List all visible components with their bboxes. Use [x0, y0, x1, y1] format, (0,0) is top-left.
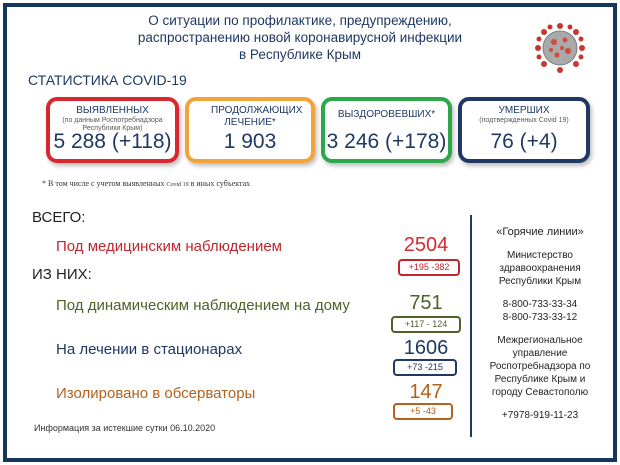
card-sub: (по данным Роспотребнадзора Республики Крым)	[62, 117, 163, 132]
card-value: 1 903	[223, 130, 277, 153]
phone-number[interactable]: 8-800-733-33-12	[502, 312, 578, 323]
footnote	[42, 179, 250, 188]
card-recovered	[321, 97, 452, 163]
agency-line: управление	[512, 348, 568, 359]
title-line: распространению новой коронавирусной инфекции	[137, 30, 463, 45]
row-label-medical-observation: Под медицинским наблюдением	[56, 238, 282, 255]
agency-line: Межрегиональное	[497, 335, 583, 346]
row-delta-medical-observation: +195 -382	[398, 259, 460, 276]
row-delta-hospital: +73 -215	[393, 359, 457, 376]
ministry-line: Республики Крым	[498, 276, 582, 287]
phone-number[interactable]: 8-800-733-33-34	[502, 299, 578, 310]
card-value: 76 (+4)	[490, 130, 558, 153]
card-label: ВЫЗДОРОВЕВШИХ*	[337, 109, 436, 120]
ministry-line: здравоохранения	[499, 263, 581, 274]
agency-block	[478, 334, 602, 399]
card-value: 3 246 (+178)	[326, 130, 447, 153]
stats-heading: СТАТИСТИКА COVID-19	[28, 72, 187, 88]
footnote-small: Covid 19	[166, 182, 189, 188]
card-detected	[46, 97, 179, 163]
hotlines-title: «Горячие линии»	[496, 226, 584, 238]
agency-line: городу Севастополю	[491, 387, 589, 398]
card-value: 5 288 (+118)	[53, 130, 172, 153]
card-deaths	[458, 97, 590, 163]
agency-line: Республике Крым и	[494, 374, 586, 385]
total-heading: ВСЕГО:	[32, 209, 86, 226]
row-delta-home-observation: +117 - 124	[391, 316, 461, 333]
ministry-phones	[478, 298, 602, 324]
vertical-divider	[470, 215, 472, 437]
of-heading: ИЗ НИХ:	[32, 266, 92, 283]
row-label-hospital: На лечении в стационарах	[56, 341, 243, 358]
row-label-observatory: Изолировано в обсерваторы	[56, 385, 256, 402]
agency-phone[interactable]: +7978-919-11-23	[501, 410, 579, 421]
footnote-prefix: * В том числе с учетом выявленных	[42, 179, 165, 188]
title-line: в Республике Крым	[238, 47, 362, 62]
card-label: ВЫЯВЛЕННЫХ	[76, 105, 149, 116]
row-value-hospital: 1606	[403, 337, 449, 359]
card-label: ПРОДОЛЖАЮЩИХ ЛЕЧЕНИЕ*	[211, 105, 303, 128]
page-title	[120, 12, 480, 63]
row-value-home-observation: 751	[409, 292, 443, 314]
row-delta-observatory: +5 -43	[393, 403, 453, 420]
card-in-treatment	[185, 97, 315, 163]
footnote-suffix: в иных субъектах	[190, 179, 251, 188]
agency-line: Роспотребнадзора по	[489, 361, 591, 372]
row-value-observatory: 147	[409, 381, 443, 403]
ministry-block	[478, 249, 602, 288]
row-value-medical-observation: 2504	[403, 234, 449, 256]
title-line: О ситуации по профилактике, предупреждению,	[148, 13, 452, 28]
row-label-home-observation: Под динамическим наблюдением на дому	[56, 297, 350, 314]
ministry-line: Министерство	[507, 250, 573, 261]
card-label: УМЕРШИХ	[498, 105, 550, 116]
coronavirus-icon	[530, 18, 590, 78]
card-sub: (подтвержденных Covid 19)	[479, 117, 569, 124]
info-date: Информация за истекшие сутки 06.10.2020	[34, 423, 216, 433]
hotlines-panel	[478, 226, 602, 422]
